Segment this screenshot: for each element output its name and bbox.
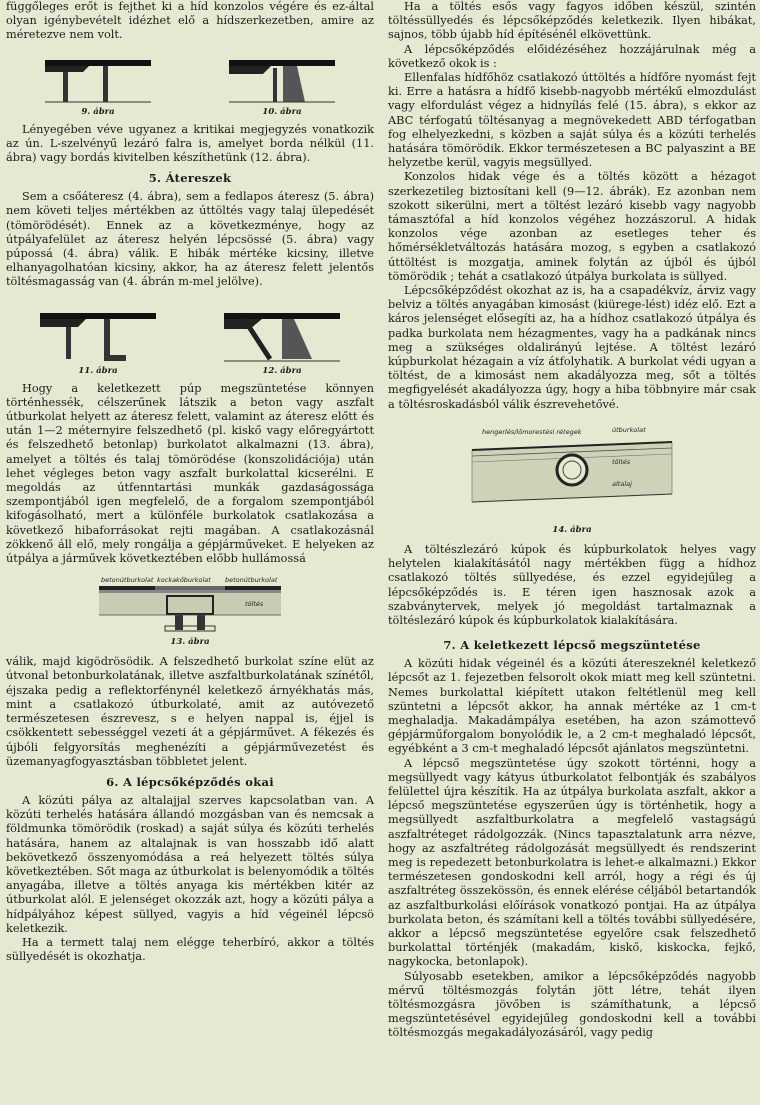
section-heading: 6. A lépcsőképződés okai	[106, 774, 274, 789]
paragraph: függőleges erőt is fejthet ki a híd konzolos végére és ez-által olyan igénybevételt idézhet elő a hídszerkezetben, amire az méretezve nem volt.	[6, 0, 374, 42]
figure-14-label-3: töltés	[612, 457, 631, 466]
figure-caption: 14. ábra	[552, 524, 592, 535]
figure-12-drawing	[222, 305, 342, 365]
paragraph: Ha a töltés esős vagy fagyos időben készül, szintén töltéssüllyedés és lépcsőképződés keletkezik. Ilyen hibákat, sajnos, több újabb híd építésénél elkövettünk.	[388, 0, 756, 42]
figure-13-drawing	[95, 574, 285, 636]
paragraph: válik, majd kigödrösödik. A felszedhető burkolat színe elüt az útvonal betonburkolatának, illetve aszfaltburkolatának színétől, éjszaka pedig a reflektorfénynél keletkező árnyékhatás más, mint a csatlakozó útburkolaté, amit az autóvezető természetesen észrevesz, s e helyen nappal is, éjjel is csökkentett sebességgel vezeti át a gépjárművet. A fékezés és újbóli felgyorsítás meghenézíti a gépjárművezetést és üzemanyagfogyasztásban többletet jelent.	[6, 655, 374, 768]
paragraph: A töltészlezáró kúpok és kúpburkolatok helyes vagy helytelen kialakításától nagy mértékben függ a hídhoz csatlakozó töltés süllyedése, és ezzel egyidejűleg a lépcsőképződés is. E téren igen hasznosak azok a szabványtervek, melyek jó megoldást tartalmaznak a töltéslezáró kúpok és kúpburkolatok kialakítására.	[388, 542, 756, 627]
paragraph: A lépcső megszüntetése úgy szokott történni, hogy a megsüllyedt vagy kátyus útburkolatot felbontják és szabályos felülettel újra készítik. Ha az útpálya burkolata aszfalt, akkor a lépcső megszüntetése egyszerűen úgy is történhetik, hogy a megsüllyedt aszfaltburkolatra a megfelelő vastagságú aszfaltréteget rádolgozzák. (Nincs tapasztalatunk arra nézve, hogy az aszfaltréteg rádolgozását megsüllyedt és rendszerint meg is repedezett betonburkolatra is lehet-e alkalmazni.) Ekkor természetesen gondoskodni kell arról, hogy a régi és új aszfaltréteg összekössön, és ennek elérése céljából betartandók az aszfaltburkolási előírások vonatkozó pontjai. Ha az útpálya burkolata beton, és számítani kell a töltés további süllyedésére, akkor a lépcső megszüntetése egyelőre csak felszedhető burkolattal történjék (makadám, kiskő, kiskocka, fejkő, nagykocka, betonlapok).	[388, 756, 756, 969]
paragraph: Konzolos hidak vége és a töltés között a hézagot szerkezetileg biztosítani kell (9—12. ábrák). Ez azonban nem szokott sikerülni, mert a töltést lezáró kisebb vagy nagyobb támasztófal a híd konzolos végéhez hozzászorul. A hidak konzolos vége azonban az esetleges teher és hőmérsékletváltozás hatására mozog, s egyben a csatlakozó úttöltést is mozgatja, aminek folytán az újból és újból tömörödik ; tehát a csatlakozó útpálya burkolata is süllyed.	[388, 170, 756, 283]
paragraph: Lépcsőképződést okozhat az is, ha a csapadékvíz, árviz vagy belviz a töltés anyagában kimosást (kiürege-lést) idéz elő. Ezt a káros jelenséget elősegíti az, ha a hídhoz csatlakozó útpálya és padka burkolata nem hézagmentes, vagy ha a padkának nincs meg a szükséges oldalirányú lejtése. A töltést lezáró kúpburkolat hézagain a víz átfolyhatik. A burkolat védi ugyan a töltést, de a kimosást nem akadályozza meg, sőt a töltés megfigyelését akadályozza úgy, hogy a hiba többnyire már csak a töltésroskadásból válik észrevehetővé.	[388, 284, 756, 411]
paragraph: A lépcsőképződés előidézéséhez hozzájárulnak még a következő okok is :	[388, 42, 756, 70]
figure-14	[388, 420, 756, 535]
paragraph: A közúti pálya az altalajjal szerves kapcsolatban van. A közúti terhelés hatására állandó mozgásban van és nemcsak a földmunka tömörödik (roskad) a saját súlya és közúti terhelés hatására, hanem az altalajnak is van hosszabb idő alatt bekövetkező összenyomódása a reá helyezett töltés súlya következtében. Sőt maga az útburkolat is belenyomódik a töltés anyagába, illetve a töltés anyaga kis mértékben kitér az útburkolat alól. E jelenséget okozzák azt, hogy a közúti pálya a hídpályához képest süllyed, vagyis a híd végeinél lépcsö keletkezik.	[6, 793, 374, 935]
figure-10-drawing	[227, 54, 337, 106]
figure-14-label-4: altalaj	[612, 479, 632, 488]
paragraph: Ha a termett talaj nem elégge teherbíró, akkor a töltés süllyedését is okozhatja.	[6, 935, 374, 964]
figure-12	[222, 305, 342, 376]
paragraph: Hogy a keletkezett púp megszüntetése könnyen történhessék, célszerűnek látszik a beton vagy aszfalt útburkolat helyett az áteresz felett, valamint az áteresz előtt és után 1—2 méternyire felszedhető (pl. kiskő vagy előregyártott és felszedhető betonlap) burkolatot alkalmazni (13. ábra), amelyet a töltés és talaj tömörödése (konszolidációja) után lehet végleges beton vagy aszfalt burkolattal kicserélni. E megoldás az útfenntartási munkák gazdaságossága szempontjából igen megfelelő, de a forgalom szempontjából kifogásolható, mert a különféle burkolatok csatlakozása a következő hibaforrásokat rejti magában. A csatlakozásnál zökkenő áll elő, mely rongálja a gépjárműveket. E helyeken az útpálya a járművek következtében előbb hullámossá	[6, 381, 374, 566]
paragraph: A közúti hidak végeinél és a közúti átereszeknél keletkező lépcsőt az 1. fejezetben felsorolt okok miatt meg kell szüntetni. Nemes burkolattal kiépített utakon feltétlenül meg kell szüntetni a lépcsőt akkor, ha annak mértéke az 1 cm-t meghaladja. Makadámpálya esetében, ha azon számottevő gépjárműforgalom bonyolódik le, a 2 cm-t meghaladó lépcsőt, egyébként a 3 cm-t meghaladó lépcsőt ajánlatos megszüntetni.	[388, 657, 756, 756]
figure-14-label-1: hengerlés/lőmorestési rétegek	[482, 427, 582, 436]
paragraph: Sem a csőáteresz (4. ábra), sem a fedlapos áteresz (5. ábra) nem követi teljes mértékben az úttöltés vagy talaj ülepedését (tömörödését). Ennek az a következménye, hogy az útpályafelület az áteresz helyén lépcsössé (5. ábra) vagy púpossá (4. ábra) válik. E hibák mértéke kicsiny, illetve elhanyagolhatóan kicsiny, akkor, ha az áteresz felett jelentős töltésmagasság van (4. ábrán m-mel jelölve).	[6, 190, 374, 289]
paragraph: Súlyosabb esetekben, amikor a lépcsőképződés nagyobb mérvű töltésmozgás folytán jött létre, tehát ilyen töltésmozgásra jövőben is számíthatunk, a lépcső megszüntetésével egyidejűleg gondoskodni kell a további töltésmozgás megakadályozásáról, vagy pedig	[388, 969, 756, 1040]
figure-13-label-1: betonútburkolat	[101, 576, 154, 585]
figure-9-drawing	[43, 54, 153, 106]
figure-10	[227, 54, 337, 117]
figure-caption: 13. ábra	[170, 637, 210, 648]
figure-13-label-2: kockakőburkolat	[157, 576, 211, 585]
left-column	[6, 0, 374, 964]
figure-row-11-12	[6, 296, 374, 376]
figure-13-label-4: töltés	[245, 600, 264, 609]
figure-11-drawing	[38, 305, 158, 365]
paragraph: Ellenfalas hídfőhöz csatlakozó úttöltés a hídfőre nyomást fejt ki. Erre a hatásra a hídfő kisebb-nagyobb mértékű elmozdulást vagy elfordulást végez a hidnyílás felé (15. ábra), s ekkor az ABC térfogatú töltésanyag a megnövekedett ABD térfogatban fog elhelyezkedni, s közben a saját súlya és a közúti terhelés hatására tömörödik. Ekkor természetesen a BC palyaszint a BE helyzetbe kerül, vagyis megsüllyed.	[388, 71, 756, 170]
figure-13	[6, 574, 374, 647]
figure-11	[38, 305, 158, 376]
figure-caption: 10. ábra	[262, 106, 302, 117]
figure-row-9-10	[6, 47, 374, 117]
figure-9	[43, 54, 153, 117]
figure-14-drawing	[462, 420, 682, 524]
section-heading: 5. Átereszek	[148, 171, 232, 186]
right-column	[388, 0, 756, 1041]
section-heading: 7. A keletkezett lépcső megszüntetése	[443, 638, 701, 653]
figure-13-label-3: betonútburkolat	[225, 576, 278, 585]
figure-caption: 12. ábra	[262, 365, 302, 376]
figure-caption: 11. ábra	[78, 365, 118, 376]
paragraph: Lényegében véve ugyanez a kritikai megjegyzés vonatkozik az ún. L-szelvényű lezáró falra is, amelyet borda nélkül (11. ábra) vagy bordás kivitelben készíthetünk (12. ábra).	[6, 122, 374, 165]
figure-14-label-2: útburkolat	[612, 425, 646, 434]
figure-caption: 9. ábra	[81, 106, 115, 117]
